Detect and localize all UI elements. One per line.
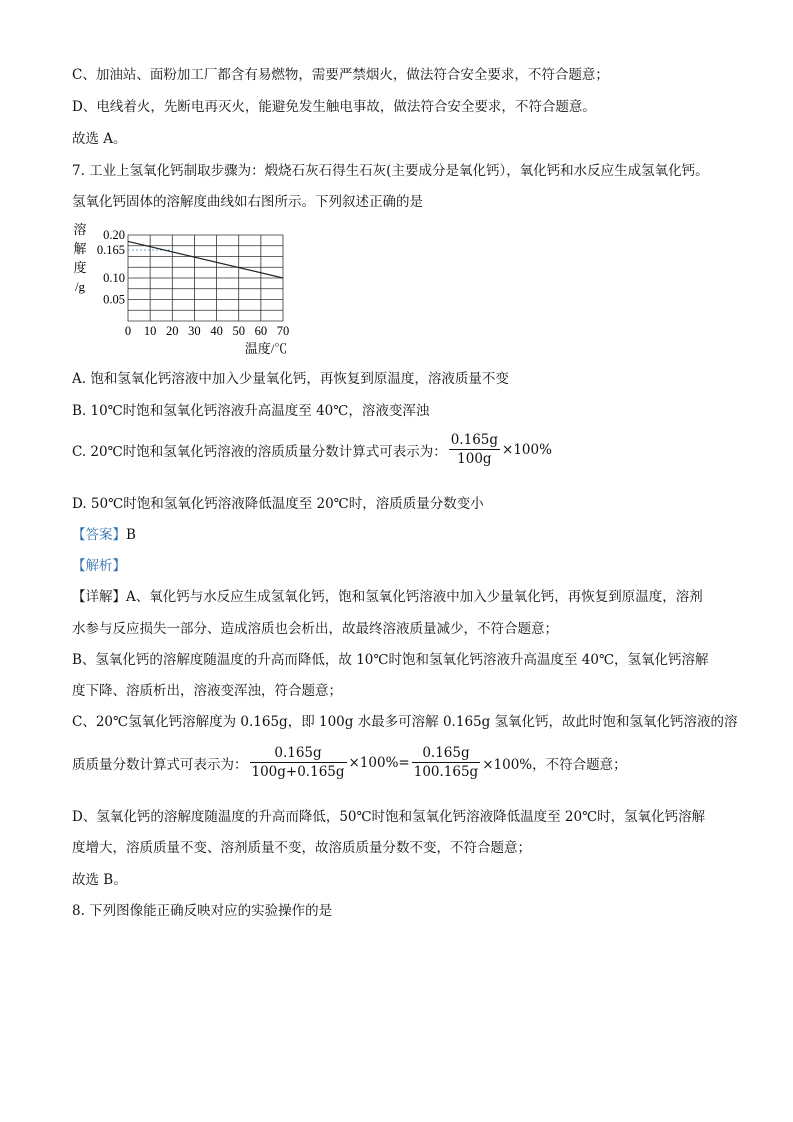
explanation-c-fraction-1 <box>250 745 347 780</box>
explanation-c-suffix: ×100%，不符合题意； <box>482 756 627 773</box>
chart-ylabel <box>73 222 86 294</box>
option-c-suffix: ×100% <box>502 441 552 458</box>
explanation-c-fraction-2 <box>412 745 480 780</box>
chart-xlabel: 温度/℃ <box>244 341 288 356</box>
option-a: A. 饱和氢氧化钙溶液中加入少量氧化钙，再恢复到原温度，溶液质量不变 <box>72 371 509 387</box>
ylabel-char: 溶 <box>73 222 87 237</box>
x-tick-label: 60 <box>254 324 268 338</box>
y-tick-label: 0.05 <box>103 292 125 307</box>
explanation-c-prefix: 质质量分数计算式可表示为： <box>72 756 248 773</box>
explanation-b-line1: B、氢氧化钙的溶解度随温度的升高而降低，故 10℃时饱和氢氧化钙溶液升高温度至 40℃，氢氧化钙溶解 <box>72 652 709 668</box>
question-8: 8. 下列图像能正确反映对应的实验操作的是 <box>72 903 333 919</box>
option-d: D. 50℃时饱和氢氧化钙溶液降低温度至 20℃时，溶质质量分数变小 <box>72 496 484 512</box>
analysis-tag: 【解析】 <box>72 558 126 574</box>
y-tick-label: 0.10 <box>103 271 125 285</box>
y-tick-label: 0.20 <box>103 228 125 242</box>
option-c <box>72 432 552 467</box>
x-tick-label: 0 <box>124 324 132 338</box>
ylabel-char: 度 <box>73 260 87 275</box>
chart-grid <box>128 235 283 321</box>
y-tick-label: 0.165 <box>96 243 125 258</box>
question-7-line1: 7. 工业上氢氧化钙制取步骤为：煅烧石灰石得生石灰(主要成分是氧化钙），氧化钙和水反应生成氢氧化钙。 <box>72 163 709 179</box>
fraction-2-denominator: 100.165g <box>413 764 479 780</box>
chart-series <box>128 241 283 278</box>
option-c-fraction <box>449 432 500 467</box>
fraction-1-numerator: 0.165g <box>250 745 347 763</box>
explanation-d-line1: D、氢氧化钙的溶解度随温度的升高而降低，50℃时饱和氢氧化钙溶液降低温度至 20℃时，氢氧化钙溶解 <box>72 809 706 825</box>
answer-tag: 【答案】 <box>72 527 126 543</box>
x-tick-label: 40 <box>210 324 223 338</box>
x-tick-label: 30 <box>188 324 201 338</box>
option-c-numerator: 0.165g <box>450 432 499 448</box>
option-d-prev: D、电线着火，先断电再灭火，能避免发生触电事故，做法符合安全要求，不符合题意。 <box>72 99 596 115</box>
selection-b: 故选 B。 <box>72 872 127 888</box>
option-c-prev: C、加油站、面粉加工厂都含有易燃物，需要严禁烟火，做法符合安全要求，不符合题意； <box>72 67 609 83</box>
ylabel-char: 解 <box>73 241 87 256</box>
x-tick-label: 10 <box>143 324 157 338</box>
chart-x-ticks <box>125 324 289 338</box>
ylabel-char: /g <box>74 279 86 294</box>
option-b: B. 10℃时饱和氢氧化钙溶液升高温度至 40℃，溶液变浑浊 <box>72 403 430 419</box>
solubility-curve <box>128 241 283 278</box>
explanation-c-line2 <box>72 745 627 780</box>
explanation-a-line2: 水参与反应损失一部分、造成溶质也会析出，故最终溶液质量减少，不符合题意； <box>72 621 558 637</box>
explanation-a-text: A、氧化钙与水反应生成氢氧化钙，饱和氢氧化钙溶液中加入少量氧化钙，再恢复到原温度，溶剂 <box>126 589 703 605</box>
selection-prev: 故选 A。 <box>72 131 127 147</box>
explanation-a-line1 <box>72 588 703 606</box>
explanation-d-line2: 度增大，溶质质量不变、溶剂质量不变，故溶质质量分数不变，不符合题意； <box>72 840 531 856</box>
x-tick-label: 20 <box>166 324 179 338</box>
option-c-denominator: 100g <box>457 451 492 467</box>
answer-value: B <box>126 527 136 543</box>
fraction-1-denominator: 100g+0.165g <box>251 764 345 780</box>
x-tick-label: 70 <box>276 324 290 338</box>
option-c-prefix: C. 20℃时饱和氢氧化钙溶液的溶质质量分数计算式可表示为： <box>72 443 447 460</box>
detail-tag: 【详解】 <box>72 589 126 605</box>
explanation-b-line2: 度下降、溶质析出，溶液变浑浊，符合题意； <box>72 683 342 699</box>
question-7-line2: 氢氧化钙固体的溶解度曲线如右图所示。下列叙述正确的是 <box>72 194 423 210</box>
chart-y-ticks <box>97 228 125 307</box>
x-tick-label: 50 <box>232 324 245 338</box>
explanation-c-line1: C、20℃氢氧化钙溶解度为 0.165g，即 100g 水最多可溶解 0.165g 氢氧化钙，故此时饱和氢氧化钙溶液的溶 <box>72 714 738 730</box>
fraction-2-numerator: 0.165g <box>412 745 480 763</box>
explanation-c-mid: ×100%= <box>348 754 410 771</box>
answer-line <box>72 526 136 544</box>
solubility-chart <box>68 218 308 360</box>
